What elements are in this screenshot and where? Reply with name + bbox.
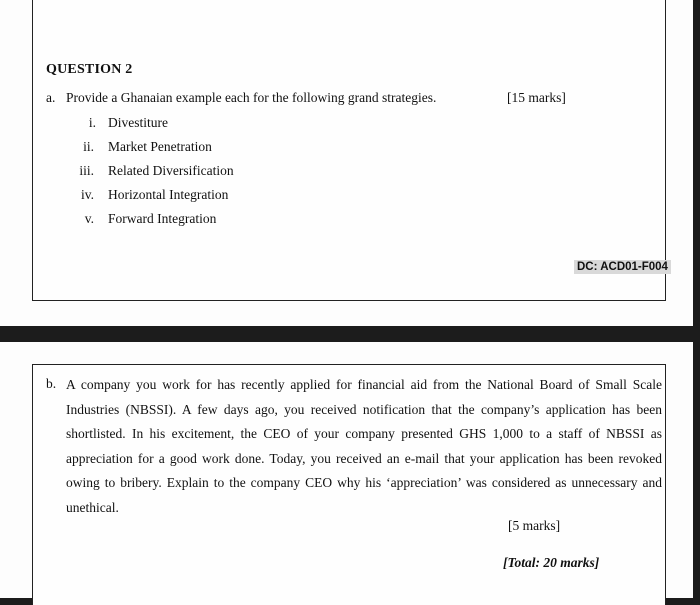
strategy-item: Forward Integration <box>108 211 217 226</box>
strategy-item: Horizontal Integration <box>108 187 229 202</box>
question-title: QUESTION 2 <box>46 62 133 77</box>
part-b-text: A company you work for has recently applied for financial aid from the National Board of Small Scale Industries (NBSSI). A few days ago, you received notification that the company’s application has been shortlisted. In his excitement, the CEO of your company presented GHS 1,000 to a staff of NBSSI as appreciation for a good work done. Today, you received an e-mail that your application has been revoked owing to bribery. Explain to the company CEO why his ‘appreciation’ was considered as unnecessary and unethical. <box>66 377 662 515</box>
total-marks: [Total: 20 marks] <box>503 555 600 570</box>
strategy-item: Divestiture <box>108 115 168 130</box>
document-code-badge: DC: ACD01-F004 <box>574 260 671 274</box>
part-a-marks: [15 marks] <box>507 90 566 105</box>
part-a-label: a. <box>46 90 56 105</box>
part-a-text: Provide a Ghanaian example each for the following grand strategies. <box>66 90 437 105</box>
strategy-number: i. <box>88 115 96 130</box>
strategy-number: v. <box>84 211 94 226</box>
part-b-marks: [5 marks] <box>508 518 561 533</box>
strategy-number: iii. <box>79 163 94 178</box>
strategy-number: iv. <box>81 187 94 202</box>
strategy-item: Market Penetration <box>108 139 212 154</box>
part-b-label: b. <box>46 376 57 391</box>
strategy-item: Related Diversification <box>108 163 234 178</box>
strategy-number: ii. <box>83 139 94 154</box>
